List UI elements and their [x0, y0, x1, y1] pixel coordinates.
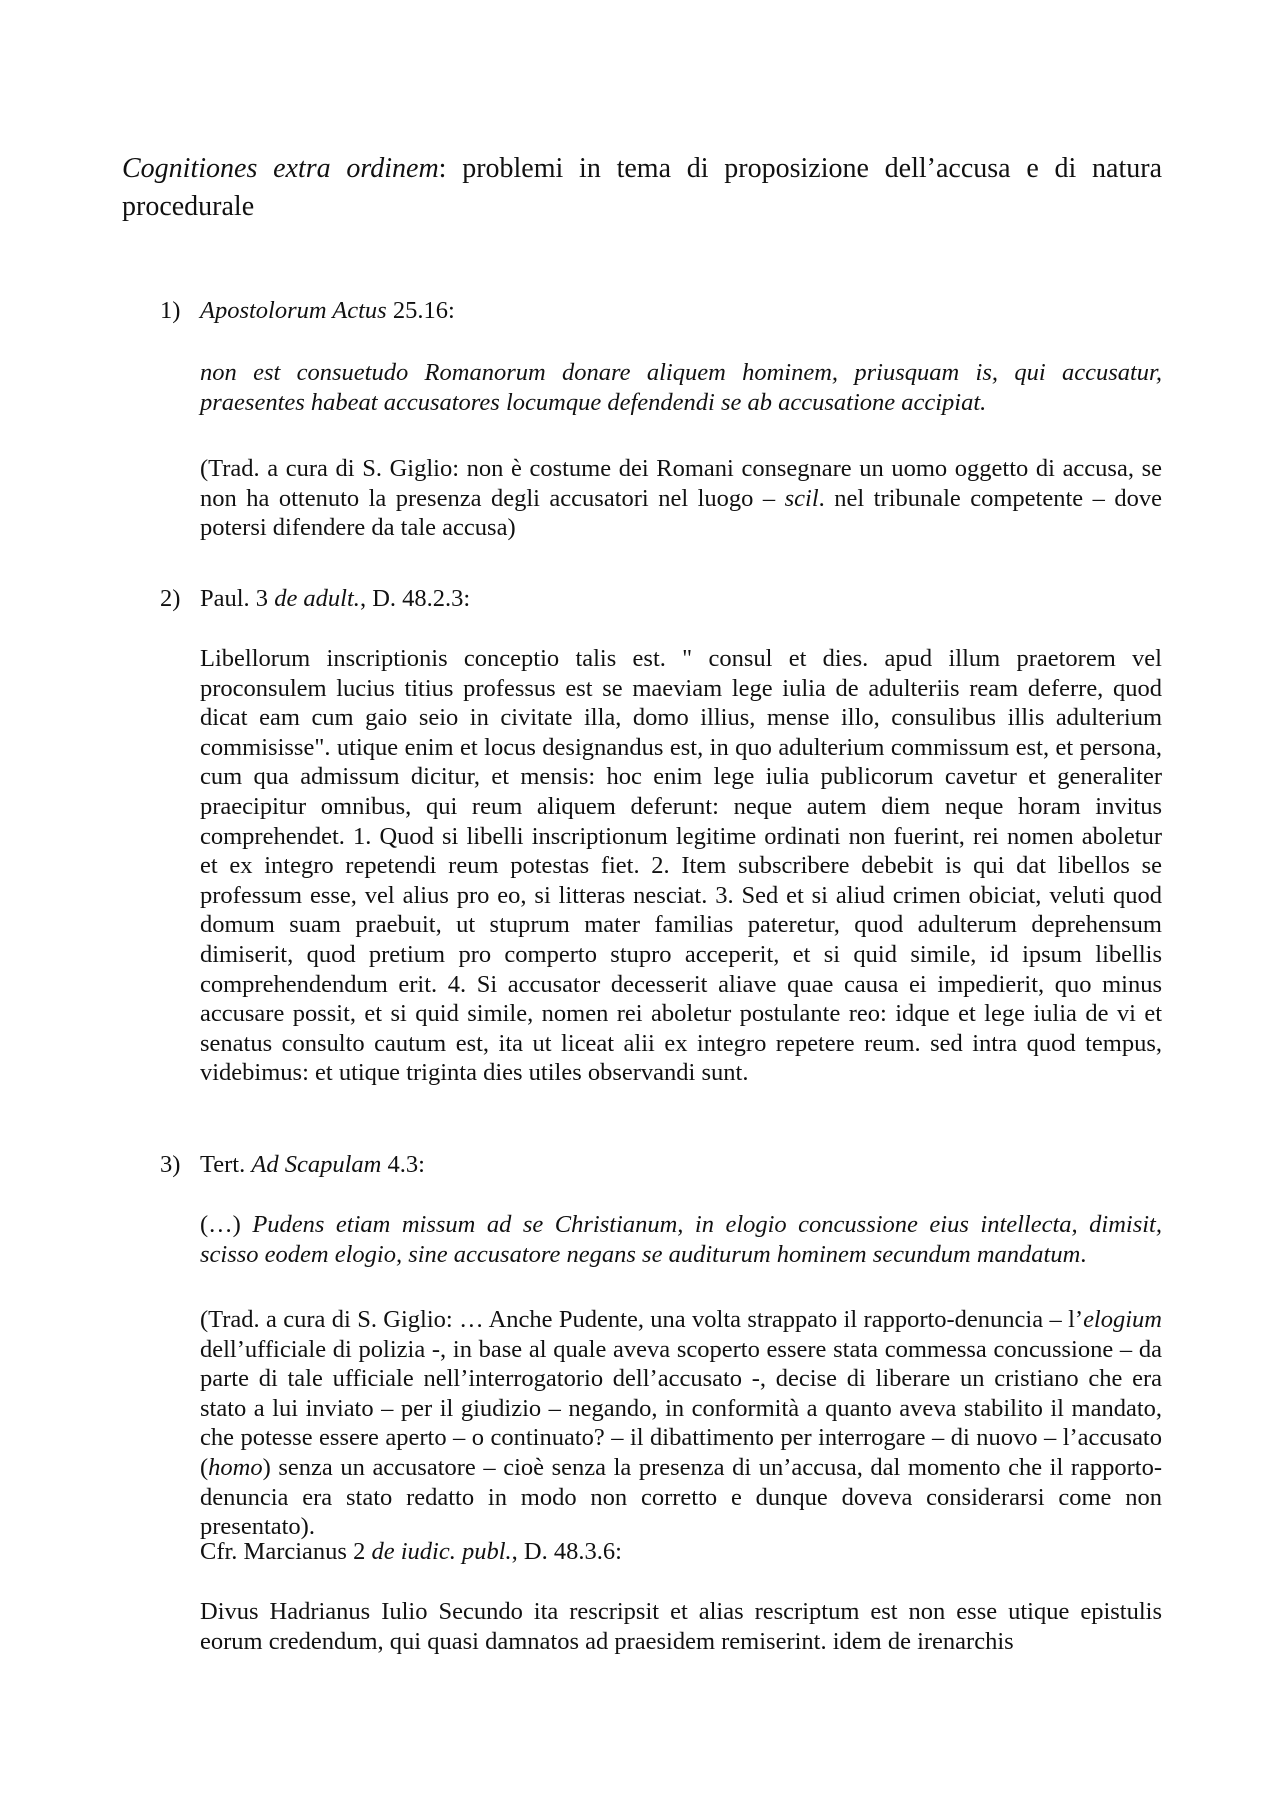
- item-3-cfr-heading: [200, 1537, 1162, 1567]
- item-1-translation: [200, 454, 1162, 543]
- item-2-number: 2): [160, 585, 181, 612]
- item-1-quote: non est consuetudo Romanorum donare aliquem hominem, priusquam is, qui accusatur, praesentes habeat accusatores locumque defendendi se ab accusatione accipiat.: [200, 359, 1162, 416]
- item-3-trad-elogium: elogium: [1083, 1306, 1162, 1333]
- item-3-trad-homo: homo: [208, 1453, 263, 1481]
- item-3-quote-suffix: .: [1080, 1240, 1087, 1268]
- item-2-heading-b: , D. 48.2.3:: [359, 585, 471, 612]
- item-3-heading-italic: Ad Scapulam: [251, 1151, 382, 1178]
- document-title: [122, 150, 1162, 226]
- title-rest: : problemi in tema di proposizione dell’accusa e di natura procedurale: [122, 153, 1163, 222]
- item-3-trad-c: ) senza un accusatore – cioè senza la presenza di un’accusa, dal momento che il rapporto-denuncia era stato redatto in modo non corretto e dunque doveva considerarsi come non presentato).: [200, 1453, 1162, 1541]
- item-2-heading-italic: de adult.: [274, 585, 360, 612]
- item-1-heading-rest: 25.16:: [386, 297, 455, 324]
- item-1-trad-scil: scil: [784, 484, 819, 512]
- item-1-heading-italic: Apostolorum Actus: [200, 297, 387, 324]
- item-3-heading-a: Tert.: [200, 1151, 252, 1178]
- item-3-heading: [200, 1150, 1162, 1180]
- item-3-trad-a: (Trad. a cura di S. Giglio: … Anche Pudente, una volta strappato il rapporto-denuncia – l’: [200, 1306, 1084, 1333]
- item-3-cfr-b: , D. 48.3.6:: [511, 1538, 622, 1565]
- item-3-cfr-text: Divus Hadrianus Iulio Secundo ita rescripsit et alias rescriptum est non esse utique epistulis eorum credendum, qui quasi damnatos ad praesidem remiserint. idem de irenarchis: [200, 1598, 1162, 1655]
- item-1-heading: [200, 296, 1162, 326]
- item-3-trad-b: dell’ufficiale di polizia -, in base al quale aveva scoperto essere stata commessa concussione – da parte di tale ufficiale nell’interrogatorio dell’accusato -, decise di liberare un cristiano che era stato a lui inviato – per il giudizio – negando, in conformità a quanto aveva stabilito il mandato, che potesse essere aperto – o continuato? – il dibattimento per interrogare – di nuovo – l’accusato (: [200, 1335, 1162, 1481]
- item-3-number: 3): [160, 1151, 181, 1178]
- item-1-number: 1): [160, 297, 181, 324]
- item-1-trad-a: (Trad. a cura di S. Giglio: non è costume dei Romani consegnare un uomo oggetto di accusa, se non ha ottenuto la presenza degli accusatori nel luogo –: [200, 455, 1162, 512]
- item-2-heading: [200, 584, 1162, 614]
- item-3-quote: [200, 1210, 1162, 1269]
- item-3-quote-italic: Pudens etiam missum ad se Christianum, in elogio concussione eius intellecta, dimisit, scisso eodem elogio, sine accusatore negans se auditurum hominem secundum mandatum: [200, 1211, 1162, 1268]
- title-italic: Cognitiones extra ordinem: [122, 153, 439, 184]
- item-2-text: Libellorum inscriptionis conceptio talis est. " consul et dies. apud illum praetorem vel proconsulem lucius titius professus est se maeviam lege iulia de adulteriis ream deferre, quod dicat eam cum gaio seio in civitate illa, domo illius, mense illo, consulibus illis adulterium commisisse". utique enim et locus designandus est, in quo adulterium commissum est, et persona, cum qua admissum dicitur, et mensis: hoc enim lege iulia publicorum cavetur et generaliter praecipitur omnibus, qui reum aliquem deferunt: neque autem diem neque horam invitus comprehendet. 1. Quod si libelli inscriptionum legitime ordinati non fuerint, rei nomen aboletur et ex integro repetendi reum potestas fiet. 2. Item subscribere debebit is qui dat libellos se professum esse, vel alius pro eo, si litteras nesciat. 3. Sed et si aliud crimen obiciat, veluti quod domum suam praebuit, ut stuprum mater familias pateretur, quod adulterum deprehensum dimiserit, quod pretium pro comperto stupro acceperit, et si quid simile, id ipsum libellis comprehendendum erit. 4. Si accusator decesserit aliave quae causa ei impedierit, quo minus accusare possit, et si quid simile, nomen rei aboletur postulante reo: idque et lege iulia de vi et senatus consulto cautum est, ita ut liceat alii ex integro repetere reum. sed intra quod tempus, videbimus: et utique triginta dies utiles observandi sunt.: [200, 645, 1162, 1087]
- item-1-trad-b: . nel tribunale competente – dove potersi difendere da tale accusa): [200, 484, 1162, 542]
- item-2-heading-a: Paul. 3: [200, 585, 275, 612]
- item-3-translation: [200, 1305, 1162, 1542]
- item-3-cfr-italic: de iudic. publ.: [371, 1538, 512, 1565]
- item-3-cfr-a: Cfr. Marcianus 2: [200, 1538, 372, 1565]
- item-3-quote-prefix: (…): [200, 1211, 253, 1238]
- item-3-heading-b: 4.3:: [381, 1151, 425, 1178]
